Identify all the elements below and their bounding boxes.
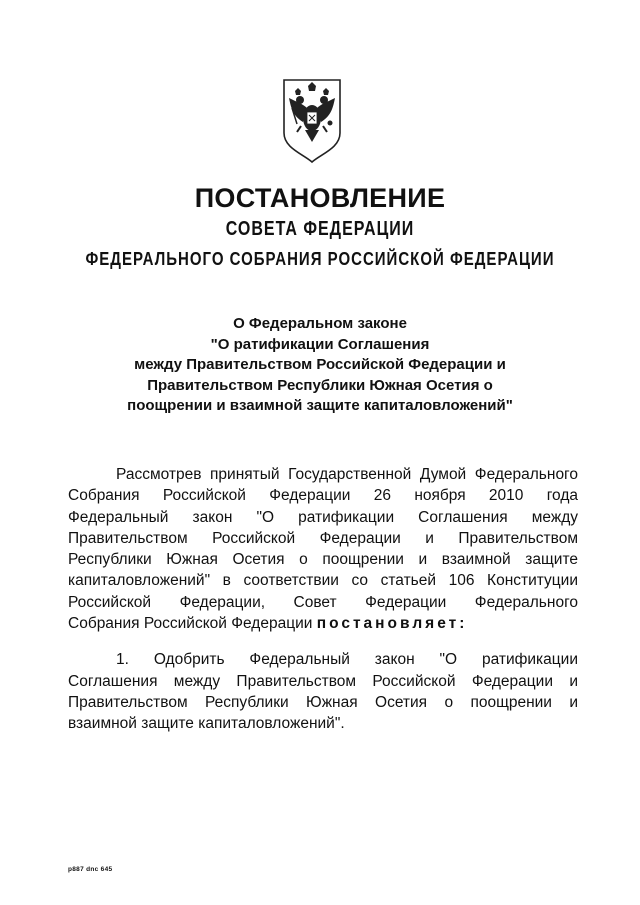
document-title: ПОСТАНОВЛЕНИЕ bbox=[194, 183, 446, 213]
subject-line: Правительством Республики Южная Осетия о bbox=[147, 376, 493, 394]
body-line: Российской Федерации, Совет Федерации Федерального bbox=[68, 593, 578, 611]
body-line: Правительством Российской Федерации и Правительством bbox=[68, 529, 578, 547]
body-line: Республики Южная Осетия о поощрении и взаимной защите bbox=[68, 551, 578, 569]
body-line: Федеральный закон "О ратификации Соглашения между bbox=[68, 508, 578, 526]
subject-line: поощрении и взаимной защите капиталовложений" bbox=[127, 397, 513, 414]
body-line: Соглашения между Правительством Российской Федерации и bbox=[68, 672, 578, 690]
body-line: Рассмотрев принятый Государственной Думой Федерального bbox=[116, 466, 578, 483]
document-code: р887 dnc 645 bbox=[68, 866, 113, 873]
coat-of-arms-icon bbox=[281, 78, 343, 164]
body-line-resolution bbox=[68, 613, 578, 634]
subject-line: "О ратификации Соглашения bbox=[210, 335, 430, 353]
paragraph-preamble bbox=[68, 464, 578, 634]
body-line: взаимной защите капиталовложений". bbox=[68, 715, 345, 733]
resolves-keyword: постановляет: bbox=[316, 615, 468, 633]
subject-line: между Правительством Российской Федерации и bbox=[134, 356, 506, 373]
subject-line: О Федеральном законе bbox=[233, 315, 407, 332]
body-line: капиталовложений" в соответствии со статьей 106 Конституции bbox=[68, 572, 578, 590]
body-line: 1. Одобрить Федеральный закон "О ратификации bbox=[116, 651, 578, 669]
body-line-prefix: Собрания Российской Федерации bbox=[68, 615, 317, 633]
document-subject bbox=[60, 314, 580, 417]
body-line: Собрания Российской Федерации 26 ноября 2010 года bbox=[68, 487, 578, 505]
document-issuer-full: ФЕДЕРАЛЬНОГО СОБРАНИЯ РОССИЙСКОЙ ФЕДЕРАЦИИ bbox=[85, 248, 555, 271]
document-issuer: СОВЕТА ФЕДЕРАЦИИ bbox=[225, 218, 415, 240]
paragraph-item-1 bbox=[68, 649, 578, 734]
document-body bbox=[68, 464, 578, 735]
body-line: Правительством Республики Южная Осетия о поощрении и bbox=[68, 693, 578, 711]
